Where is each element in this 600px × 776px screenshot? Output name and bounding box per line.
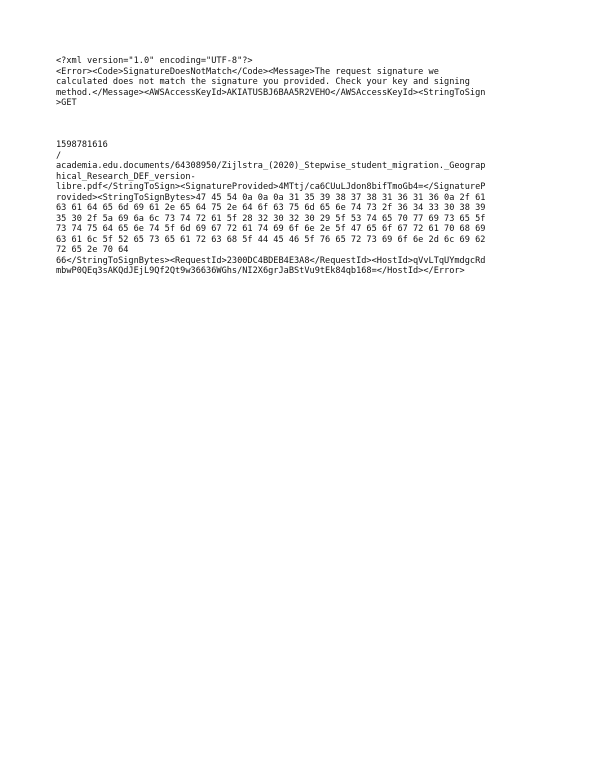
- xml-line: libre.pdf</StringToSign><SignatureProvided>4MTtj/ca6CUuLJdon8bifTmoGb4=</SignatureP: [56, 182, 486, 192]
- xml-line: 63 61 64 65 6d 69 61 2e 65 64 75 2e 64 6f 63 75 6d 65 6e 74 73 2f 36 34 33 30 38 39: [56, 203, 486, 213]
- xml-line: <Error><Code>SignatureDoesNotMatch</Code><Message>The request signature we: [56, 66, 439, 77]
- xml-line: >GET: [56, 98, 77, 108]
- xml-line: 66</StringToSignBytes><RequestId>2300DC4BDEB4E3A8</RequestId><HostId>qVvLTqUYmdgcRd: [56, 255, 486, 266]
- xml-line: academia.edu.documents/64308950/Zijlstra_(2020)_Stepwise_student_migration._Geograp: [56, 161, 486, 171]
- xml-line: mbwP0QEq3sAKQdJEjL9Qf2Qt9w36636WGhs/NI2X6grJaBStVu9tEk84qb168=</HostId></Error>: [56, 266, 465, 276]
- xml-line: method.</Message><AWSAccessKeyId>AKIATUSBJ6BAA5R2VEHO</AWSAccessKeyId><StringToSign: [56, 87, 486, 98]
- xml-line: 63 61 6c 5f 52 65 73 65 61 72 63 68 5f 44 45 46 5f 76 65 72 73 69 6f 6e 2d 6c 69 62: [56, 234, 486, 245]
- xml-line: rovided><StringToSignBytes>47 45 54 0a 0a 0a 31 35 39 38 37 38 31 36 31 36 0a 2f 61: [56, 192, 486, 203]
- xml-line: 35 30 2f 5a 69 6a 6c 73 74 72 61 5f 28 32 30 32 30 29 5f 53 74 65 70 77 69 73 65 5f: [56, 213, 486, 224]
- xml-error-text: [56, 56, 556, 277]
- xml-line: calculated does not match the signature you provided. Check your key and signing: [56, 77, 470, 87]
- xml-line: 73 74 75 64 65 6e 74 5f 6d 69 67 72 61 74 69 6f 6e 2e 5f 47 65 6f 67 72 61 70 68 69: [56, 224, 486, 234]
- xml-line: hical_Research_DEF_version-: [56, 171, 196, 182]
- xml-line: <?xml version="1.0" encoding="UTF-8"?>: [56, 56, 253, 66]
- xml-line: /: [56, 150, 62, 161]
- xml-line: 1598781616: [56, 140, 108, 150]
- xml-line: 72 65 2e 70 64: [56, 245, 129, 255]
